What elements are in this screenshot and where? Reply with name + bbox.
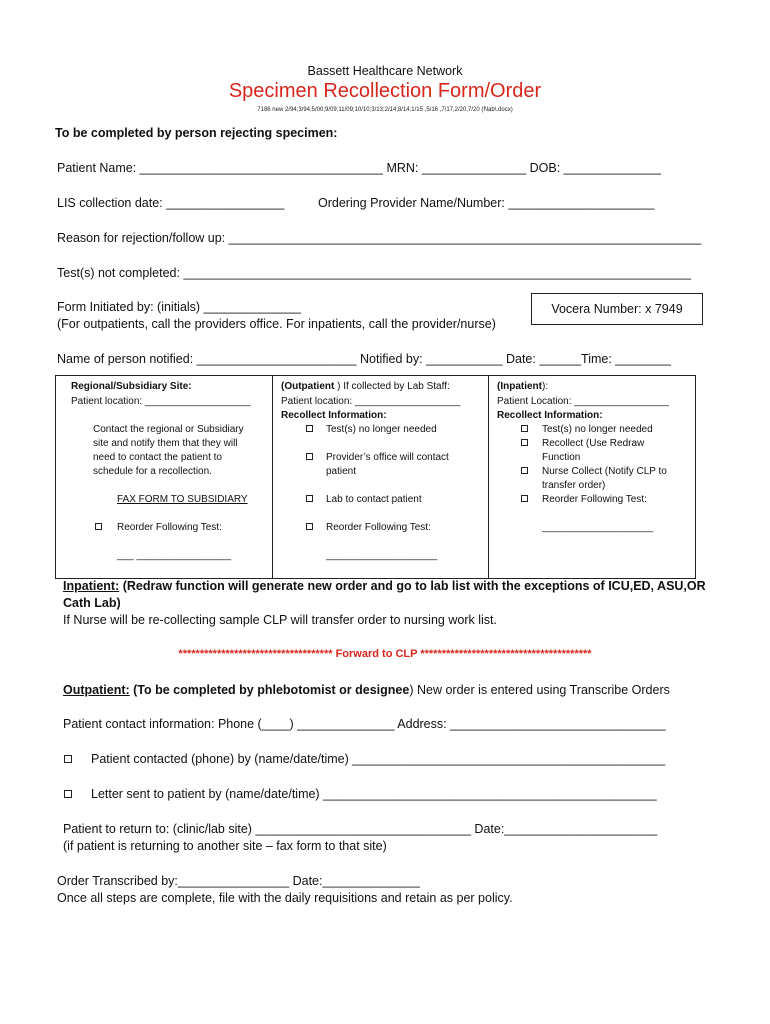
letter-checkbox[interactable]	[64, 790, 72, 798]
inpatient-label: Inpatient:	[63, 579, 120, 593]
notified-line[interactable]: Name of person notified: _______________________ Notified by: ___________ Date: ______Time: ________	[57, 352, 671, 366]
regional-heading: Regional/Subsidiary Site:	[71, 381, 192, 392]
checkbox[interactable]	[521, 425, 528, 432]
checkbox[interactable]	[521, 467, 528, 474]
order-transcribed-line[interactable]: Order Transcribed by:________________ Date:______________	[57, 874, 420, 888]
checkbox[interactable]	[306, 495, 313, 502]
outpatient-opt2a: Provider’s office will contact	[326, 452, 449, 463]
outpatient-opt1: Test(s) no longer needed	[326, 424, 437, 435]
checkbox[interactable]	[521, 495, 528, 502]
regional-instr-3: need to contact the patient to	[93, 452, 222, 463]
regional-reorder-blank[interactable]: ___ _________________	[117, 550, 232, 561]
inpatient-line-2: Cath Lab)	[63, 596, 121, 610]
initiated-line[interactable]: Form Initiated by: (initials) ______________	[57, 300, 301, 314]
patient-contacted-line[interactable]: Patient contacted (phone) by (name/date/time) _____________________________________________	[91, 752, 666, 766]
outpatient-rest: ) New order is entered using Transcribe Orders	[409, 683, 670, 697]
inpatient-opt1: Test(s) no longer needed	[542, 424, 653, 435]
inpatient-location[interactable]: Patient Location: _________________	[497, 396, 669, 407]
outpatient-heading-bold: (Outpatient	[281, 381, 335, 392]
vocera-box	[531, 293, 703, 325]
inpatient-opt3b: transfer order)	[542, 480, 606, 491]
outpatient-reorder-blank[interactable]: ____________________	[326, 550, 438, 561]
checkbox[interactable]	[306, 523, 313, 530]
regional-instr-2: site and notify them that they will	[93, 438, 238, 449]
outpatient-column	[273, 376, 489, 578]
inpatient-line-1: (Redraw function will generate new order and go to lab list with the exceptions of ICU,ED, ASU,OR	[119, 579, 706, 593]
regional-column	[56, 376, 273, 578]
inpatient-opt4: Reorder Following Test:	[542, 494, 647, 505]
patient-name-line[interactable]: Patient Name: ___________________________________ MRN: _______________ DOB: ______________	[57, 161, 661, 175]
return-line[interactable]: Patient to return to: (clinic/lab site) _______________________________ Date:______________________	[63, 822, 658, 836]
organization-name: Bassett Healthcare Network	[307, 64, 463, 78]
checkbox[interactable]	[306, 425, 313, 432]
outpatient-bold-part: (To be completed by phlebotomist or designee	[129, 683, 410, 697]
section-heading: To be completed by person rejecting specimen:	[55, 126, 338, 140]
return-note: (if patient is returning to another site – fax form to that site)	[63, 839, 387, 853]
outpatient-opt4: Reorder Following Test:	[326, 522, 431, 533]
regional-reorder: Reorder Following Test:	[117, 522, 222, 533]
outpatient-opt3: Lab to contact patient	[326, 494, 422, 505]
final-instruction: Once all steps are complete, file with the daily requisitions and retain as per policy.	[57, 891, 513, 905]
checkbox[interactable]	[521, 439, 528, 446]
inpatient-column	[489, 376, 695, 578]
forward-to-clp-banner: ************************************ Forward to CLP ****************************************	[178, 648, 592, 660]
letter-sent-line[interactable]: Letter sent to patient by (name/date/time) ________________________________________________	[91, 787, 657, 801]
revision-note: 7186 new 2/94;3/94;5/00;9/09;11/09;10/10;3/13;2/14;8/14;1/15 ,5/16 ,7/17,2/20,7/20 (f\lab\.docx)	[257, 107, 513, 113]
checkbox[interactable]	[306, 453, 313, 460]
lis-date-line[interactable]: LIS collection date: _________________	[57, 196, 285, 210]
inpatient-reorder-blank[interactable]: ____________________	[542, 522, 654, 533]
contacted-checkbox[interactable]	[64, 755, 72, 763]
inpatient-opt2a: Recollect (Use Redraw	[542, 438, 645, 449]
reason-line[interactable]: Reason for rejection/follow up: ____________________________________________________________________	[57, 231, 702, 245]
inpatient-heading-rest: ):	[542, 381, 549, 392]
inpatient-heading-bold: (Inpatient	[497, 381, 542, 392]
outpatient-recollect: Recollect Information:	[281, 410, 387, 421]
inpatient-opt2b: Function	[542, 452, 581, 463]
regional-instr-1: Contact the regional or Subsidiary	[93, 424, 244, 435]
outpatient-call-note: (For outpatients, call the providers office. For inpatients, call the provider/nurse)	[57, 317, 496, 331]
inpatient-opt3a: Nurse Collect (Notify CLP to	[542, 466, 667, 477]
regional-location[interactable]: Patient location: ___________________	[71, 396, 251, 407]
outpatient-label: Outpatient:	[63, 683, 130, 697]
reorder-checkbox[interactable]	[95, 523, 102, 530]
vocera-number: Vocera Number: x 7949	[551, 302, 683, 316]
regional-instr-4: schedule for a recollection.	[93, 466, 212, 477]
outpatient-location[interactable]: Patient location: ___________________	[281, 396, 461, 407]
tests-line[interactable]: Test(s) not completed: _________________________________________________________________________	[57, 266, 691, 280]
contact-info-line[interactable]: Patient contact information: Phone (____) ______________ Address: _______________________________	[63, 717, 666, 731]
outpatient-heading-rest: ) If collected by Lab Staff:	[334, 381, 450, 392]
inpatient-recollect: Recollect Information:	[497, 410, 603, 421]
ordering-provider-line[interactable]: Ordering Provider Name/Number: _____________________	[318, 196, 655, 210]
outpatient-opt2b: patient	[326, 466, 357, 477]
site-grid	[55, 375, 696, 579]
fax-form-label: FAX FORM TO SUBSIDIARY	[117, 494, 248, 505]
inpatient-line-3: If Nurse will be re-collecting sample CLP will transfer order to nursing work list.	[63, 613, 497, 627]
form-title: Specimen Recollection Form/Order	[228, 80, 542, 102]
